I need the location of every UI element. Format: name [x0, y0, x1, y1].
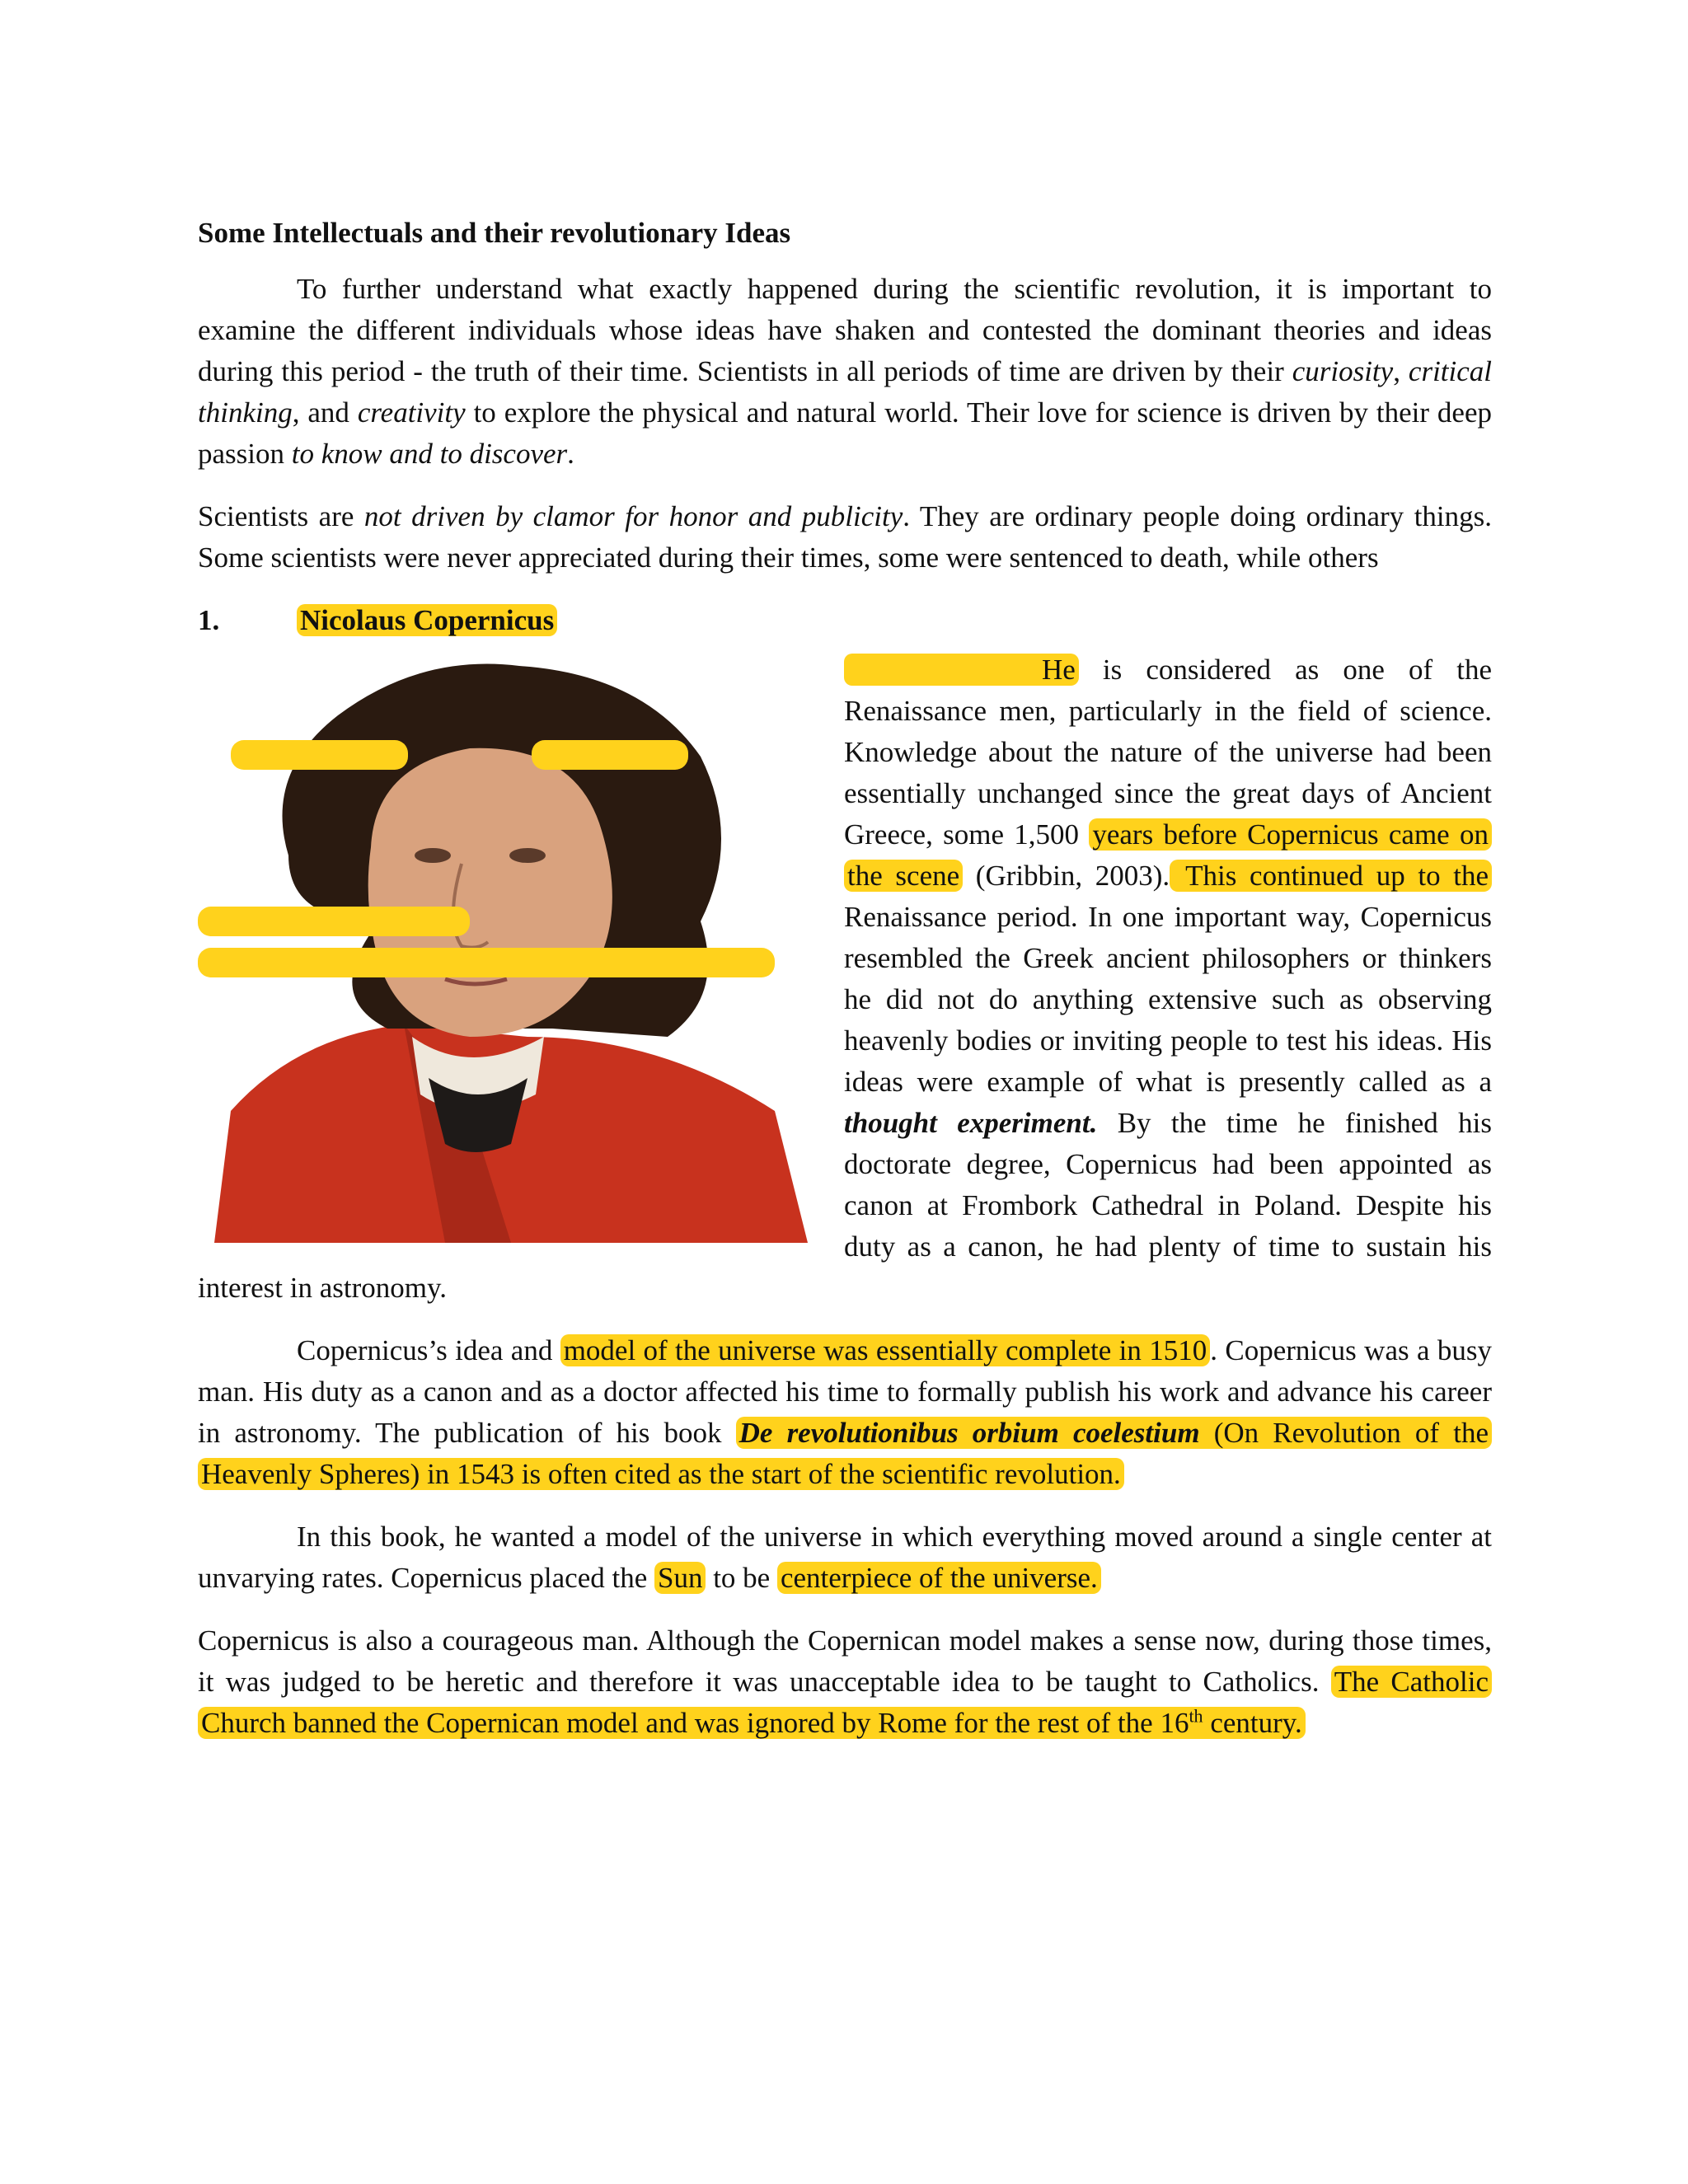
- scientists-paragraph: [198, 496, 1492, 579]
- book-title: De revolutionibus orbium coelestium: [738, 1417, 1200, 1449]
- he-highlight: [844, 654, 1079, 686]
- bio-text: Renaissance period. In one important way, Copernicus resembled the Greek ancient philosophers or thinkers he did not do anything extensive such as observing heavenly bodies or inviting people to test his ideas. His ideas were example of what is presently called as a: [844, 901, 1492, 1098]
- p2-text: Scientists are: [198, 500, 364, 532]
- bio-highlight: years before Copernicus came on the scene: [844, 818, 1492, 892]
- p4-text: . Copernicus was a busy man. His duty as a canon and as a doctor affected his time to formally publish his work and advance his career in astronomy. The publication of his book: [198, 1334, 1492, 1449]
- p6-highlight-text: The Catholic Church banned the Copernican model and was ignored by Rome for the rest of the: [201, 1666, 1489, 1739]
- bio-text: By the time he finished his doctorate degree, Copernicus had been appointed as canon at Frombork Cathedral in Poland. Despite his duty as a canon, he had plenty of time to sustain his interest in astronomy.: [198, 1107, 1492, 1304]
- p6-text: Copernicus is also a courageous man. Although the Copernican model makes a sense now, during those times, it was judged to be heretic and therefore it was unacceptable idea to be taught to Catholics.: [198, 1624, 1492, 1698]
- century-number: 16: [1160, 1707, 1189, 1739]
- intro-em-creativity: creativity: [357, 396, 466, 429]
- intro-text: To further understand what exactly happened during the scientific revolution, it is important to examine the different individuals whose ideas have shaken and contested the dominant theories and ideas during this period - the truth of their time. Scientists in all periods of time are driven by their: [198, 273, 1492, 387]
- century-suffix: th: [1189, 1705, 1203, 1727]
- p4-text: Copernicus’s idea and: [297, 1334, 560, 1366]
- highlight-strip: [532, 740, 688, 770]
- thought-experiment: thought experiment.: [844, 1107, 1098, 1139]
- intro-em-critical: critical thinking: [198, 355, 1493, 429]
- p5-text: In this book, he wanted a model of the universe in which everything moved around a single center at unvarying rates. Copernicus placed the: [198, 1521, 1492, 1594]
- p4-highlight-text: (On Revolution of the Heavenly Spheres) in 1543 is often cited as the start of the scientific revolution.: [201, 1417, 1489, 1490]
- portrait-icon: [198, 649, 824, 1243]
- section-heading: [198, 600, 1492, 641]
- p4-highlight: model of the universe was essentially complete in 1510: [560, 1334, 1211, 1366]
- page-title: Some Intellectuals and their revolutionary Ideas: [198, 217, 791, 249]
- model-paragraph: [198, 1330, 1492, 1495]
- intro-em-know: to know and to discover: [291, 438, 568, 470]
- intro-sep: ,: [1393, 355, 1409, 387]
- intro-text: to explore the physical and natural world. Their love for science is driven by their deep passion: [198, 396, 1492, 470]
- courage-paragraph: [198, 1620, 1492, 1744]
- p2-text: . They are ordinary people doing ordinary things. Some scientists were never appreciated during their times, some were sentenced to death, while others: [198, 500, 1493, 574]
- intro-end: .: [567, 438, 574, 470]
- p5-highlight: centerpiece of the universe.: [777, 1562, 1101, 1594]
- p5-text: to be: [706, 1562, 777, 1594]
- highlight-strip: [198, 948, 775, 977]
- sun-highlight: Sun: [654, 1562, 706, 1594]
- document-body: [198, 213, 1492, 1765]
- intro-sep: , and: [292, 396, 358, 429]
- intro-paragraph: [198, 269, 1492, 475]
- p2-em: not driven by clamor for honor and publicity: [363, 500, 903, 532]
- intro-em-curiosity: curiosity: [1292, 355, 1394, 387]
- p6-end: century.: [1203, 1707, 1302, 1739]
- book-paragraph: [198, 1516, 1492, 1599]
- bio-he: He: [1042, 654, 1076, 686]
- highlight-strip: [198, 907, 470, 936]
- section-name: Nicolaus Copernicus: [297, 604, 557, 636]
- section-number: 1.: [198, 604, 220, 636]
- copernicus-portrait: [198, 649, 824, 1243]
- bio-highlight: This continued up to the: [1170, 860, 1492, 892]
- highlight-strip: [231, 740, 408, 770]
- bio-text: is considered as one of the Renaissance men, particularly in the field of science. Knowledge about the nature of the universe had been essentially unchanged since the great days of Ancient Greece, some 1,500: [844, 654, 1492, 851]
- bio-text: (Gribbin, 2003).: [963, 860, 1170, 892]
